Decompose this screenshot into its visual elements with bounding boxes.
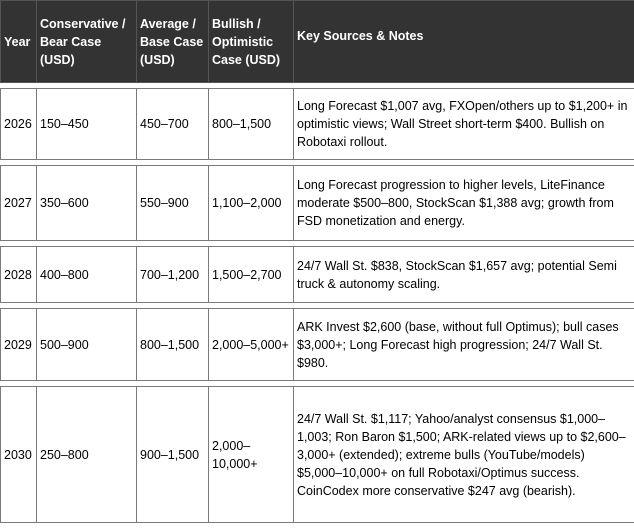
table-row	[1, 166, 634, 241]
table-row	[1, 387, 634, 523]
cell-conservative: 400–800	[37, 247, 137, 303]
cell-bullish: 1,100–2,000	[209, 166, 294, 241]
cell-average: 700–1,200	[137, 247, 209, 303]
cell-year: 2029	[1, 309, 37, 381]
table-body	[1, 83, 634, 523]
cell-year: 2030	[1, 387, 37, 523]
header-conservative: Conservative / Bear Case (USD)	[37, 1, 137, 83]
cell-year: 2026	[1, 89, 37, 160]
header-average: Average / Base Case (USD)	[137, 1, 209, 83]
header-notes: Key Sources & Notes	[294, 1, 634, 83]
cell-notes: Long Forecast progression to higher levels, LiteFinance moderate $500–800, StockScan $1,388 avg; growth from FSD monetization and energy.	[294, 166, 634, 241]
cell-conservative: 350–600	[37, 166, 137, 241]
table-row	[1, 247, 634, 303]
header-bullish: Bullish / Optimistic Case (USD)	[209, 1, 294, 83]
cell-year: 2028	[1, 247, 37, 303]
table-row	[1, 309, 634, 381]
cell-conservative: 250–800	[37, 387, 137, 523]
cell-notes: Long Forecast $1,007 avg, FXOpen/others up to $1,200+ in optimistic views; Wall Street short-term $400. Bullish on Robotaxi rollout.	[294, 89, 634, 160]
cell-average: 450–700	[137, 89, 209, 160]
cell-average: 900–1,500	[137, 387, 209, 523]
cell-notes: 24/7 Wall St. $1,117; Yahoo/analyst consensus $1,000–1,003; Ron Baron $1,500; ARK-related views up to $2,600–3,000+ (extended); extreme bulls (YouTube/models) $5,000–10,000+ on full Robotaxi/Optimus success. CoinCodex more conservative $247 avg (bearish).	[294, 387, 634, 523]
header-row	[1, 1, 634, 83]
table-row	[1, 89, 634, 160]
cell-notes: ARK Invest $2,600 (base, without full Optimus); bull cases $3,000+; Long Forecast high progression; 24/7 Wall St. $980.	[294, 309, 634, 381]
cell-bullish: 2,000–10,000+	[209, 387, 294, 523]
cell-average: 550–900	[137, 166, 209, 241]
header-year: Year	[1, 1, 37, 83]
cell-bullish: 800–1,500	[209, 89, 294, 160]
cell-notes: 24/7 Wall St. $838, StockScan $1,657 avg; potential Semi truck & autonomy scaling.	[294, 247, 634, 303]
cell-bullish: 1,500–2,700	[209, 247, 294, 303]
cell-conservative: 150–450	[37, 89, 137, 160]
table-header	[1, 1, 634, 83]
cell-average: 800–1,500	[137, 309, 209, 381]
cell-conservative: 500–900	[37, 309, 137, 381]
cell-bullish: 2,000–5,000+	[209, 309, 294, 381]
cell-year: 2027	[1, 166, 37, 241]
